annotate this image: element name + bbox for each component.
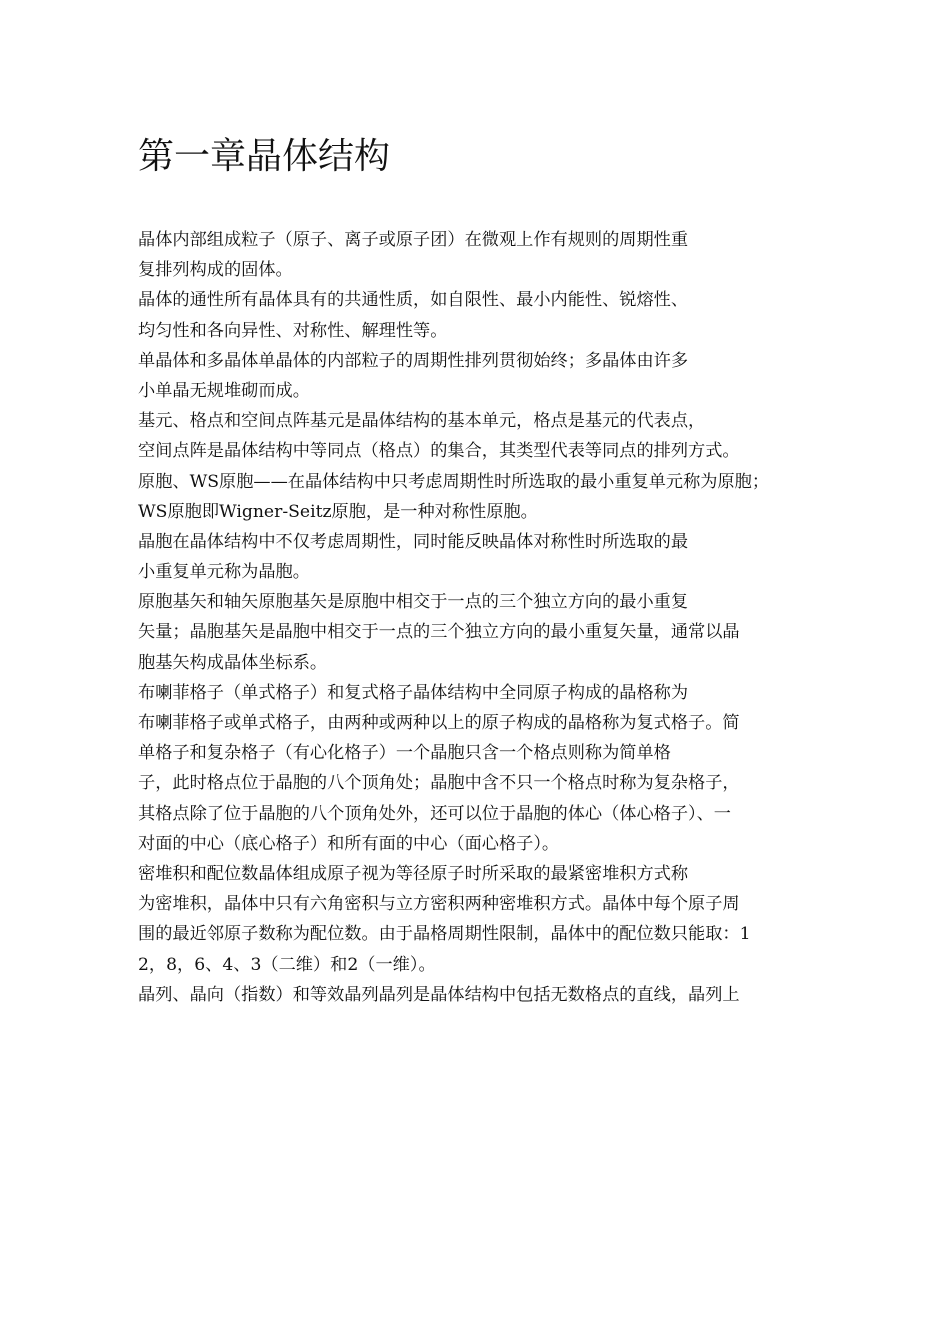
text-line: 晶体内部组成粒子（原子、离子或原子团）在微观上作有规则的周期性重 bbox=[138, 230, 689, 250]
text-line: 原胞基矢和轴矢原胞基矢是原胞中相交于一点的三个独立方向的最小重复 bbox=[138, 592, 689, 613]
text-line: 布喇菲格子或单式格子，由两种或两种以上的原子构成的晶格称为复式格子。简 bbox=[138, 713, 740, 733]
text-line: 为密堆积，晶体中只有六角密积与立方密积两种密堆积方式。晶体中每个原子周 bbox=[138, 894, 740, 915]
text-line: 子，此时格点位于晶胞的八个顶角处；晶胞中含不只一个格点时称为复杂格子， bbox=[138, 773, 740, 794]
text-line: 2，8，6、4、3（二维）和2（一维）。 bbox=[138, 954, 436, 975]
text-line: 小重复单元称为晶胞。 bbox=[138, 562, 310, 583]
text-line: 单格子和复杂格子（有心化格子）一个晶胞只含一个格点则称为简单格 bbox=[138, 743, 671, 764]
text-line: 单晶体和多晶体单晶体的内部粒子的周期性排列贯彻始终；多晶体由许多 bbox=[138, 350, 689, 371]
text-line: 晶胞在晶体结构中不仅考虑周期性，同时能反映晶体对称性时所选取的最 bbox=[138, 531, 689, 552]
text-line: WS原胞即Wigner-Seitz原胞，是一种对称性原胞。 bbox=[138, 501, 538, 522]
text-line: 复排列构成的固体。 bbox=[138, 260, 293, 281]
text-line: 原胞、WS原胞——在晶体结构中只考虑周期性时所选取的最小重复单元称为原胞； bbox=[138, 471, 770, 492]
text-line: 其格点除了位于晶胞的八个顶角处外，还可以位于晶胞的体心（体心格子）、一 bbox=[138, 803, 731, 824]
text-line: 空间点阵是晶体结构中等同点（格点）的集合，其类型代表等同点的排列方式。 bbox=[138, 441, 740, 462]
text-line: 围的最近邻原子数称为配位数。由于晶格周期性限制，晶体中的配位数只能取：1 bbox=[138, 924, 751, 945]
text-line: 晶列、晶向（指数）和等效晶列晶列是晶体结构中包括无数格点的直线，晶列上 bbox=[138, 984, 740, 1005]
text-line: 胞基矢构成晶体坐标系。 bbox=[138, 652, 328, 673]
text-line: 均匀性和各向异性、对称性、解理性等。 bbox=[138, 320, 448, 341]
text-line: 晶体的通性所有晶体具有的共通性质，如自限性、最小内能性、锐熔性、 bbox=[138, 290, 689, 311]
text-line: 对面的中心（底心格子）和所有面的中心（面心格子）。 bbox=[138, 833, 560, 854]
text-line: 密堆积和配位数晶体组成原子视为等径原子时所采取的最紧密堆积方式称 bbox=[138, 863, 689, 884]
text-line: 矢量；晶胞基矢是晶胞中相交于一点的三个独立方向的最小重复矢量，通常以晶 bbox=[138, 622, 740, 643]
body-text bbox=[138, 225, 828, 1010]
text-line: 小单晶无规堆砌而成。 bbox=[138, 380, 310, 401]
chapter-title: 第一章晶体结构 bbox=[138, 136, 391, 177]
text-line: 基元、格点和空间点阵基元是晶体结构的基本单元，格点是基元的代表点， bbox=[138, 411, 706, 432]
text-line: 布喇菲格子（单式格子）和复式格子晶体结构中全同原子构成的晶格称为 bbox=[138, 682, 689, 703]
